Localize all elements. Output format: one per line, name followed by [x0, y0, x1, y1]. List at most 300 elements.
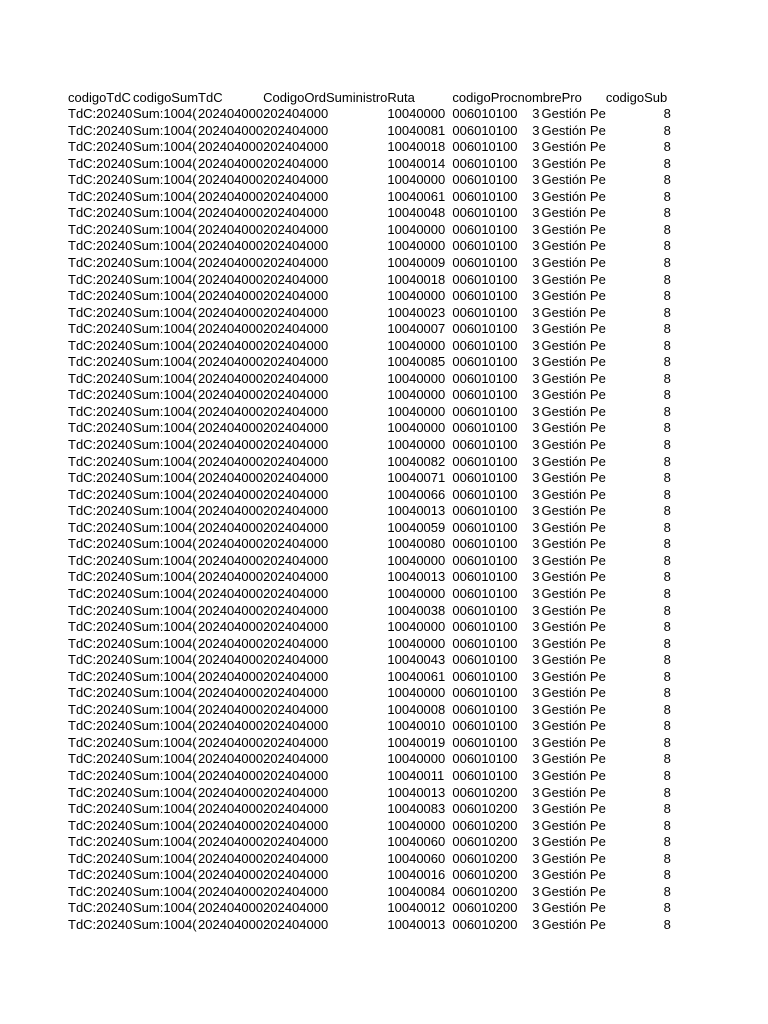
table-cell: 006010100	[452, 470, 518, 486]
proc-code: 3	[532, 155, 540, 171]
table-cell: 8	[663, 188, 671, 204]
table-cell: 202404000	[263, 801, 329, 817]
table-cell: 8	[663, 834, 671, 850]
table-cell: 006010100	[452, 503, 518, 519]
table-cell: Sum:1004(	[133, 255, 197, 271]
table-cell	[517, 172, 605, 189]
table-cell: TdC:20240	[68, 701, 133, 717]
table-cell: 8	[663, 519, 671, 535]
table-cell: 202404000	[263, 701, 329, 717]
spreadsheet-body	[68, 89, 671, 933]
table-cell: 10040000	[387, 585, 446, 601]
table-cell: 202404000	[263, 155, 329, 171]
header-cell: nombrePro	[517, 89, 582, 105]
table-row	[68, 867, 671, 884]
table-cell: 202404000	[263, 271, 329, 287]
table-row	[68, 734, 671, 751]
proc-code: 3	[532, 718, 540, 734]
table-row	[68, 536, 671, 553]
table-row	[68, 122, 671, 139]
table-cell: 006010100	[452, 337, 518, 353]
table-cell: 8	[663, 387, 671, 403]
proc-name: Gestión Pe	[541, 255, 606, 271]
proc-name: Gestión Pe	[541, 801, 606, 817]
table-row	[68, 817, 671, 834]
table-cell: 202404000	[263, 321, 329, 337]
table-cell: TdC:20240	[68, 271, 133, 287]
proc-code: 3	[532, 470, 540, 486]
table-row	[68, 205, 671, 222]
table-cell	[517, 238, 605, 255]
table-row	[68, 139, 671, 156]
table-row	[68, 288, 671, 305]
table-cell: 8	[663, 867, 671, 883]
table-cell: 10040000	[387, 238, 446, 254]
table-cell	[517, 817, 605, 834]
table-cell: 202404000	[263, 552, 329, 568]
proc-code: 3	[532, 834, 540, 850]
header-cell: codigoProc	[452, 89, 518, 105]
header-row	[68, 89, 671, 106]
table-cell	[517, 453, 605, 470]
table-cell: 202404000	[263, 602, 329, 618]
table-cell	[517, 354, 605, 371]
table-cell: Sum:1004(	[133, 585, 197, 601]
proc-name: Gestión Pe	[541, 139, 606, 155]
table-cell	[517, 139, 605, 156]
table-row	[68, 155, 671, 172]
table-cell: 8	[663, 619, 671, 635]
table-cell: 202404000	[263, 883, 329, 899]
table-cell: TdC:20240	[68, 238, 133, 254]
table-cell: 10040000	[387, 370, 446, 386]
table-cell: 202404000	[263, 834, 329, 850]
table-cell: 8	[663, 784, 671, 800]
table-cell	[517, 470, 605, 487]
table-cell	[517, 321, 605, 338]
proc-code: 3	[532, 205, 540, 221]
table-cell	[517, 188, 605, 205]
table-cell: 10040000	[387, 619, 446, 635]
table-cell	[517, 569, 605, 586]
table-cell: 202404000	[263, 453, 329, 469]
table-cell: 10040083	[387, 801, 446, 817]
table-cell: 202404000	[198, 519, 264, 535]
table-row	[68, 503, 671, 520]
table-cell: 202404000	[263, 916, 329, 932]
table-cell: 006010100	[452, 767, 518, 783]
proc-code: 3	[532, 304, 540, 320]
table-cell: 10040000	[387, 751, 446, 767]
table-cell: Sum:1004(	[133, 784, 197, 800]
table-cell: 10040014	[387, 155, 446, 171]
proc-code: 3	[532, 652, 540, 668]
table-row	[68, 486, 671, 503]
table-cell: 202404000	[198, 122, 264, 138]
table-cell: 202404000	[263, 221, 329, 237]
table-cell: 10040059	[387, 519, 446, 535]
table-cell: 202404000	[263, 767, 329, 783]
table-cell: TdC:20240	[68, 784, 133, 800]
table-cell: 006010100	[452, 403, 518, 419]
table-cell	[517, 106, 605, 123]
table-cell: 202404000	[263, 850, 329, 866]
table-row	[68, 718, 671, 735]
table-cell: TdC:20240	[68, 850, 133, 866]
table-cell: TdC:20240	[68, 883, 133, 899]
table-cell: Sum:1004(	[133, 734, 197, 750]
table-cell: Sum:1004(	[133, 652, 197, 668]
table-cell: 10040081	[387, 122, 446, 138]
table-cell: Sum:1004(	[133, 701, 197, 717]
table-cell: TdC:20240	[68, 652, 133, 668]
table-cell: 202404000	[263, 519, 329, 535]
table-cell: 8	[663, 701, 671, 717]
table-cell: TdC:20240	[68, 503, 133, 519]
table-cell: 202404000	[263, 734, 329, 750]
table-cell: 8	[663, 767, 671, 783]
table-row	[68, 834, 671, 851]
table-cell: 202404000	[263, 900, 329, 916]
table-cell: 202404000	[198, 635, 264, 651]
table-cell: Sum:1004(	[133, 834, 197, 850]
table-cell: 10040009	[387, 255, 446, 271]
table-cell: 202404000	[198, 486, 264, 502]
table-cell: 8	[663, 403, 671, 419]
table-cell	[517, 685, 605, 702]
table-row	[68, 552, 671, 569]
proc-code: 3	[532, 337, 540, 353]
proc-name: Gestión Pe	[541, 552, 606, 568]
table-cell: 8	[663, 569, 671, 585]
table-cell	[517, 387, 605, 404]
table-cell: 006010100	[452, 437, 518, 453]
table-cell: TdC:20240	[68, 172, 133, 188]
table-cell	[517, 420, 605, 437]
table-cell: 202404000	[198, 238, 264, 254]
proc-name: Gestión Pe	[541, 387, 606, 403]
table-cell: Sum:1004(	[133, 288, 197, 304]
table-cell: TdC:20240	[68, 370, 133, 386]
proc-code: 3	[532, 916, 540, 932]
proc-name: Gestión Pe	[541, 470, 606, 486]
table-cell: 202404000	[198, 288, 264, 304]
table-row	[68, 784, 671, 801]
table-cell: 10040082	[387, 453, 446, 469]
table-cell: 202404000	[263, 255, 329, 271]
table-cell: TdC:20240	[68, 470, 133, 486]
proc-name: Gestión Pe	[541, 370, 606, 386]
table-cell: 006010200	[452, 801, 518, 817]
table-cell: Sum:1004(	[133, 370, 197, 386]
proc-name: Gestión Pe	[541, 420, 606, 436]
proc-code: 3	[532, 767, 540, 783]
proc-name: Gestión Pe	[541, 751, 606, 767]
table-cell: 202404000	[198, 685, 264, 701]
proc-name: Gestión Pe	[541, 867, 606, 883]
proc-name: Gestión Pe	[541, 635, 606, 651]
table-cell: 10040000	[387, 288, 446, 304]
table-row	[68, 337, 671, 354]
table-cell	[517, 585, 605, 602]
proc-name: Gestión Pe	[541, 354, 606, 370]
table-cell: 8	[663, 635, 671, 651]
table-cell: 10040008	[387, 701, 446, 717]
table-cell: TdC:20240	[68, 916, 133, 932]
table-cell: 202404000	[198, 701, 264, 717]
table-cell: 10040013	[387, 916, 446, 932]
table-cell: Sum:1004(	[133, 122, 197, 138]
table-cell: 202404000	[198, 817, 264, 833]
proc-name: Gestión Pe	[541, 585, 606, 601]
table-row	[68, 453, 671, 470]
table-cell: 10040000	[387, 552, 446, 568]
table-cell: 202404000	[198, 470, 264, 486]
table-cell: 006010200	[452, 784, 518, 800]
table-cell: 202404000	[198, 767, 264, 783]
table-cell: 006010200	[452, 916, 518, 932]
table-row	[68, 238, 671, 255]
table-cell	[517, 155, 605, 172]
table-cell: 006010200	[452, 867, 518, 883]
proc-name: Gestión Pe	[541, 619, 606, 635]
table-cell: TdC:20240	[68, 420, 133, 436]
proc-code: 3	[532, 867, 540, 883]
proc-name: Gestión Pe	[541, 122, 606, 138]
table-cell: TdC:20240	[68, 767, 133, 783]
proc-code: 3	[532, 569, 540, 585]
table-cell: TdC:20240	[68, 867, 133, 883]
table-cell	[517, 486, 605, 503]
table-cell: 006010100	[452, 486, 518, 502]
header-cell: codigoTdC	[68, 89, 131, 105]
table-cell: 202404000	[198, 569, 264, 585]
table-cell: 202404000	[263, 751, 329, 767]
proc-code: 3	[532, 751, 540, 767]
table-cell: 8	[663, 817, 671, 833]
table-cell	[517, 867, 605, 884]
proc-name: Gestión Pe	[541, 486, 606, 502]
table-cell: Sum:1004(	[133, 403, 197, 419]
proc-code: 3	[532, 321, 540, 337]
table-row	[68, 304, 671, 321]
table-cell: 202404000	[263, 668, 329, 684]
table-cell: 10040012	[387, 900, 446, 916]
table-row	[68, 883, 671, 900]
proc-name: Gestión Pe	[541, 883, 606, 899]
table-cell: 202404000	[263, 205, 329, 221]
table-cell: 202404000	[263, 354, 329, 370]
table-cell: 10040013	[387, 569, 446, 585]
table-row	[68, 106, 671, 123]
table-cell: 10040000	[387, 337, 446, 353]
table-cell: 10040000	[387, 437, 446, 453]
table-row	[68, 652, 671, 669]
table-cell: 202404000	[263, 470, 329, 486]
table-cell: 8	[663, 916, 671, 932]
table-cell: 8	[663, 850, 671, 866]
table-cell: 8	[663, 801, 671, 817]
proc-code: 3	[532, 238, 540, 254]
table-cell: TdC:20240	[68, 585, 133, 601]
table-cell: 006010100	[452, 552, 518, 568]
table-cell: TdC:20240	[68, 321, 133, 337]
table-cell: 202404000	[263, 172, 329, 188]
table-cell: Sum:1004(	[133, 188, 197, 204]
table-row	[68, 387, 671, 404]
table-cell: 006010100	[452, 172, 518, 188]
table-cell: 8	[663, 668, 671, 684]
table-cell: 202404000	[198, 321, 264, 337]
table-cell: 10040007	[387, 321, 446, 337]
table-cell: Sum:1004(	[133, 635, 197, 651]
table-row	[68, 801, 671, 818]
table-cell: 8	[663, 139, 671, 155]
table-cell: 10040011	[387, 767, 445, 783]
table-cell: 006010100	[452, 321, 518, 337]
proc-name: Gestión Pe	[541, 453, 606, 469]
table-cell: TdC:20240	[68, 536, 133, 552]
proc-name: Gestión Pe	[541, 734, 606, 750]
table-cell: TdC:20240	[68, 139, 133, 155]
table-cell: 006010100	[452, 635, 518, 651]
proc-code: 3	[532, 883, 540, 899]
table-cell: TdC:20240	[68, 519, 133, 535]
table-cell: 10040000	[387, 403, 446, 419]
table-cell: 202404000	[198, 221, 264, 237]
table-cell: 8	[663, 420, 671, 436]
table-cell: Sum:1004(	[133, 850, 197, 866]
proc-name: Gestión Pe	[541, 668, 606, 684]
table-cell: 006010100	[452, 106, 518, 122]
proc-code: 3	[532, 602, 540, 618]
table-cell: Sum:1004(	[133, 155, 197, 171]
table-cell: 10040038	[387, 602, 446, 618]
proc-code: 3	[532, 370, 540, 386]
table-row	[68, 767, 671, 784]
table-cell: 8	[663, 155, 671, 171]
table-cell: 8	[663, 288, 671, 304]
table-cell: 202404000	[198, 172, 264, 188]
table-cell: 006010100	[452, 536, 518, 552]
table-cell: TdC:20240	[68, 188, 133, 204]
table-row	[68, 751, 671, 768]
table-cell: 202404000	[198, 552, 264, 568]
table-cell	[517, 883, 605, 900]
table-cell: 006010100	[452, 155, 518, 171]
table-cell: 202404000	[263, 403, 329, 419]
table-row	[68, 271, 671, 288]
table-row	[68, 619, 671, 636]
table-cell: TdC:20240	[68, 354, 133, 370]
proc-code: 3	[532, 271, 540, 287]
table-cell: 202404000	[263, 337, 329, 353]
table-cell: 10040043	[387, 652, 446, 668]
table-cell: TdC:20240	[68, 106, 133, 122]
table-cell: 006010100	[452, 668, 518, 684]
table-cell: 10040018	[387, 271, 446, 287]
table-row	[68, 916, 671, 933]
proc-name: Gestión Pe	[541, 403, 606, 419]
table-row	[68, 635, 671, 652]
proc-name: Gestión Pe	[541, 536, 606, 552]
table-cell: TdC:20240	[68, 900, 133, 916]
table-cell: 202404000	[263, 304, 329, 320]
table-cell: 202404000	[198, 255, 264, 271]
table-cell: Sum:1004(	[133, 304, 197, 320]
table-cell: TdC:20240	[68, 635, 133, 651]
table-cell: 202404000	[198, 420, 264, 436]
table-cell: TdC:20240	[68, 403, 133, 419]
table-cell: 8	[663, 321, 671, 337]
table-cell	[517, 403, 605, 420]
table-cell: TdC:20240	[68, 834, 133, 850]
table-cell: 202404000	[263, 867, 329, 883]
table-cell: 202404000	[198, 354, 264, 370]
table-cell	[517, 701, 605, 718]
table-cell: TdC:20240	[68, 602, 133, 618]
table-cell: 006010200	[452, 883, 518, 899]
table-cell: 202404000	[263, 420, 329, 436]
table-cell: 202404000	[263, 188, 329, 204]
table-cell: 8	[663, 536, 671, 552]
table-cell: 202404000	[198, 453, 264, 469]
table-cell: Sum:1004(	[133, 486, 197, 502]
table-cell: 202404000	[198, 801, 264, 817]
table-cell: 006010100	[452, 652, 518, 668]
table-cell: 202404000	[198, 883, 264, 899]
table-cell: Sum:1004(	[133, 867, 197, 883]
table-cell: 10040000	[387, 685, 446, 701]
table-row	[68, 701, 671, 718]
table-cell: Sum:1004(	[133, 801, 197, 817]
table-cell: 8	[663, 718, 671, 734]
proc-name: Gestión Pe	[541, 718, 606, 734]
table-cell: Sum:1004(	[133, 718, 197, 734]
table-cell: 8	[663, 437, 671, 453]
table-cell: 202404000	[198, 784, 264, 800]
spreadsheet-table	[68, 89, 671, 933]
table-cell: 10040066	[387, 486, 446, 502]
table-cell: 006010100	[452, 205, 518, 221]
proc-code: 3	[532, 387, 540, 403]
proc-name: Gestión Pe	[541, 304, 606, 320]
table-cell: 202404000	[263, 387, 329, 403]
header-cell: Ruta	[387, 89, 415, 105]
proc-code: 3	[532, 850, 540, 866]
table-cell: 202404000	[263, 139, 329, 155]
table-cell: 202404000	[263, 106, 329, 122]
proc-code: 3	[532, 486, 540, 502]
table-cell: Sum:1004(	[133, 767, 197, 783]
proc-code: 3	[532, 437, 540, 453]
proc-code: 3	[532, 900, 540, 916]
table-cell: Sum:1004(	[133, 221, 197, 237]
table-row	[68, 602, 671, 619]
table-cell: 202404000	[263, 503, 329, 519]
table-row	[68, 354, 671, 371]
table-cell: 8	[663, 205, 671, 221]
table-cell: TdC:20240	[68, 288, 133, 304]
table-cell: 006010100	[452, 221, 518, 237]
table-cell: Sum:1004(	[133, 453, 197, 469]
table-cell: 10040000	[387, 106, 446, 122]
table-cell: 202404000	[198, 867, 264, 883]
table-cell: Sum:1004(	[133, 337, 197, 353]
table-cell: 006010200	[452, 834, 518, 850]
proc-name: Gestión Pe	[541, 916, 606, 932]
table-cell: 202404000	[263, 619, 329, 635]
